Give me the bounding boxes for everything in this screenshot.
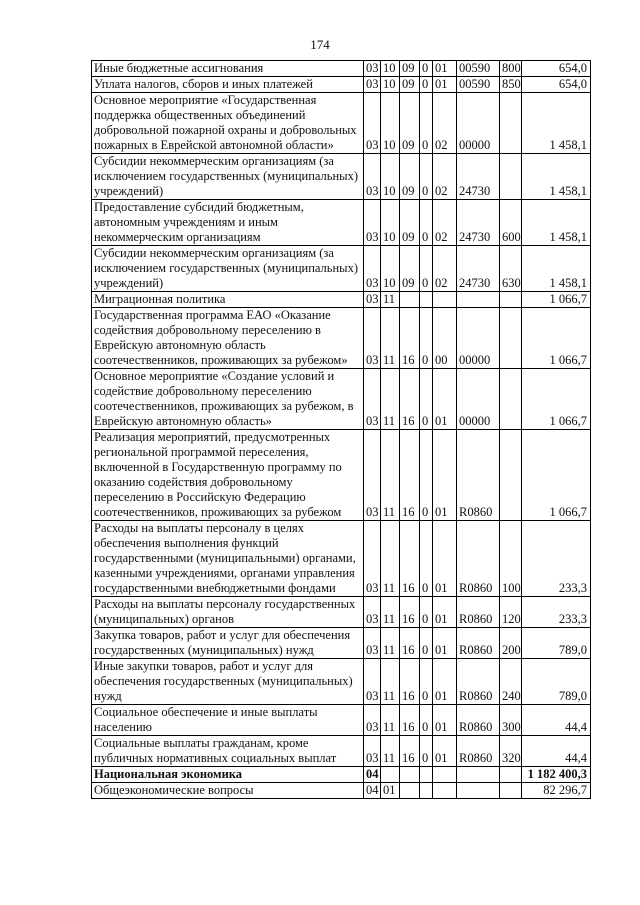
table-row xyxy=(92,597,591,628)
expense-type-code-cell xyxy=(500,292,522,308)
event-code-cell: 01 xyxy=(433,659,457,705)
table-row xyxy=(92,783,591,799)
subsection-code-cell: 11 xyxy=(381,659,400,705)
event-code-cell xyxy=(433,767,457,783)
event-code-cell: 01 xyxy=(433,628,457,659)
amount-cell: 1 066,7 xyxy=(522,430,591,521)
direction-code-cell: R0860 xyxy=(457,597,500,628)
program-code-cell: 16 xyxy=(400,736,420,767)
table-row xyxy=(92,705,591,736)
table-row xyxy=(92,77,591,93)
direction-code-cell: R0860 xyxy=(457,705,500,736)
program-code-cell xyxy=(400,292,420,308)
subprogram-code-cell xyxy=(420,292,433,308)
expense-type-code-cell: 100 xyxy=(500,521,522,597)
table-row xyxy=(92,521,591,597)
table-row xyxy=(92,200,591,246)
amount-cell: 1 066,7 xyxy=(522,292,591,308)
amount-cell: 1 066,7 xyxy=(522,369,591,430)
subprogram-code-cell: 0 xyxy=(420,77,433,93)
direction-code-cell: R0860 xyxy=(457,628,500,659)
table-row xyxy=(92,93,591,154)
expense-type-code-cell: 200 xyxy=(500,628,522,659)
table-row xyxy=(92,736,591,767)
amount-cell: 1 458,1 xyxy=(522,154,591,200)
subprogram-code-cell: 0 xyxy=(420,705,433,736)
section-code-cell: 03 xyxy=(364,597,381,628)
row-name-cell: Иные закупки товаров, работ и услуг для обеспечения государственных (муниципальных) нужд xyxy=(92,659,364,705)
event-code-cell: 00 xyxy=(433,308,457,369)
row-name-cell: Предоставление субсидий бюджетным, автономным учреждениям и иным некоммерческим организациям xyxy=(92,200,364,246)
subprogram-code-cell: 0 xyxy=(420,628,433,659)
subprogram-code-cell xyxy=(420,783,433,799)
subprogram-code-cell: 0 xyxy=(420,308,433,369)
table-row xyxy=(92,61,591,77)
budget-table xyxy=(91,60,591,799)
program-code-cell xyxy=(400,783,420,799)
expense-type-code-cell xyxy=(500,308,522,369)
subsection-code-cell: 11 xyxy=(381,628,400,659)
subprogram-code-cell: 0 xyxy=(420,154,433,200)
expense-type-code-cell xyxy=(500,783,522,799)
subprogram-code-cell: 0 xyxy=(420,200,433,246)
table-row xyxy=(92,308,591,369)
table-row xyxy=(92,369,591,430)
direction-code-cell: 00000 xyxy=(457,369,500,430)
amount-cell: 44,4 xyxy=(522,736,591,767)
program-code-cell: 09 xyxy=(400,154,420,200)
direction-code-cell: R0860 xyxy=(457,430,500,521)
event-code-cell: 01 xyxy=(433,430,457,521)
direction-code-cell: 00000 xyxy=(457,308,500,369)
program-code-cell: 09 xyxy=(400,61,420,77)
section-code-cell: 03 xyxy=(364,200,381,246)
section-code-cell: 04 xyxy=(364,767,381,783)
direction-code-cell xyxy=(457,292,500,308)
row-name-cell: Общеэкономические вопросы xyxy=(92,783,364,799)
subsection-code-cell: 01 xyxy=(381,783,400,799)
amount-cell: 789,0 xyxy=(522,628,591,659)
direction-code-cell: 24730 xyxy=(457,246,500,292)
row-name-cell: Социальные выплаты гражданам, кроме публичных нормативных социальных выплат xyxy=(92,736,364,767)
direction-code-cell: R0860 xyxy=(457,521,500,597)
subprogram-code-cell: 0 xyxy=(420,246,433,292)
program-code-cell: 16 xyxy=(400,597,420,628)
subsection-code-cell: 11 xyxy=(381,369,400,430)
amount-cell: 1 458,1 xyxy=(522,93,591,154)
amount-cell: 789,0 xyxy=(522,659,591,705)
row-name-cell: Миграционная политика xyxy=(92,292,364,308)
event-code-cell: 01 xyxy=(433,521,457,597)
subsection-code-cell: 11 xyxy=(381,430,400,521)
event-code-cell: 01 xyxy=(433,597,457,628)
section-code-cell: 03 xyxy=(364,93,381,154)
event-code-cell: 01 xyxy=(433,369,457,430)
row-name-cell: Государственная программа ЕАО «Оказание содействия добровольному переселению в Еврейскую автономную область соотечественников, проживающих за рубежом» xyxy=(92,308,364,369)
row-name-cell: Социальное обеспечение и иные выплаты населению xyxy=(92,705,364,736)
table-row xyxy=(92,246,591,292)
expense-type-code-cell xyxy=(500,369,522,430)
expense-type-code-cell xyxy=(500,154,522,200)
subprogram-code-cell: 0 xyxy=(420,93,433,154)
section-code-cell: 03 xyxy=(364,369,381,430)
direction-code-cell: 00590 xyxy=(457,77,500,93)
section-code-cell: 03 xyxy=(364,430,381,521)
section-code-cell: 03 xyxy=(364,736,381,767)
program-code-cell: 16 xyxy=(400,628,420,659)
event-code-cell: 02 xyxy=(433,200,457,246)
row-name-cell: Национальная экономика xyxy=(92,767,364,783)
event-code-cell: 01 xyxy=(433,736,457,767)
subsection-code-cell xyxy=(381,767,400,783)
page-number: 174 xyxy=(310,37,330,52)
table-row xyxy=(92,292,591,308)
subsection-code-cell: 11 xyxy=(381,736,400,767)
amount-cell: 654,0 xyxy=(522,77,591,93)
program-code-cell: 16 xyxy=(400,659,420,705)
row-name-cell: Реализация мероприятий, предусмотренных региональной программой переселения, включенной в Государственную программу по оказанию содействия добровольному переселению в Российскую Федерацию соотечественников, проживающих за рубежом xyxy=(92,430,364,521)
subsection-code-cell: 11 xyxy=(381,292,400,308)
direction-code-cell xyxy=(457,783,500,799)
subprogram-code-cell: 0 xyxy=(420,430,433,521)
subprogram-code-cell: 0 xyxy=(420,659,433,705)
program-code-cell: 09 xyxy=(400,246,420,292)
expense-type-code-cell: 630 xyxy=(500,246,522,292)
expense-type-code-cell: 600 xyxy=(500,200,522,246)
subprogram-code-cell: 0 xyxy=(420,597,433,628)
direction-code-cell: R0860 xyxy=(457,736,500,767)
amount-cell: 1 066,7 xyxy=(522,308,591,369)
direction-code-cell: 24730 xyxy=(457,200,500,246)
section-code-cell: 03 xyxy=(364,521,381,597)
expense-type-code-cell xyxy=(500,767,522,783)
event-code-cell xyxy=(433,783,457,799)
amount-cell: 82 296,7 xyxy=(522,783,591,799)
amount-cell: 1 182 400,3 xyxy=(522,767,591,783)
subsection-code-cell: 10 xyxy=(381,246,400,292)
direction-code-cell: 00000 xyxy=(457,93,500,154)
table-row xyxy=(92,767,591,783)
subsection-code-cell: 11 xyxy=(381,308,400,369)
row-name-cell: Иные бюджетные ассигнования xyxy=(92,61,364,77)
amount-cell: 233,3 xyxy=(522,597,591,628)
row-name-cell: Расходы на выплаты персоналу в целях обеспечения выполнения функций государственными (муниципальными) органами, казенными учреждениями, органами управления государственными внебюджетными фондами xyxy=(92,521,364,597)
row-name-cell: Основное мероприятие «Создание условий и содействие добровольному переселению соотечественников, проживающих за рубежом, в Еврейскую автономную область» xyxy=(92,369,364,430)
amount-cell: 1 458,1 xyxy=(522,246,591,292)
subsection-code-cell: 11 xyxy=(381,597,400,628)
direction-code-cell: 00590 xyxy=(457,61,500,77)
row-name-cell: Основное мероприятие «Государственная поддержка общественных объединений добровольной пожарной охраны и добровольных пожарных в Еврейской автономной области» xyxy=(92,93,364,154)
expense-type-code-cell: 320 xyxy=(500,736,522,767)
section-code-cell: 03 xyxy=(364,659,381,705)
section-code-cell: 03 xyxy=(364,154,381,200)
program-code-cell xyxy=(400,767,420,783)
subsection-code-cell: 11 xyxy=(381,705,400,736)
event-code-cell: 02 xyxy=(433,246,457,292)
event-code-cell: 01 xyxy=(433,705,457,736)
direction-code-cell: 24730 xyxy=(457,154,500,200)
program-code-cell: 16 xyxy=(400,705,420,736)
event-code-cell: 01 xyxy=(433,61,457,77)
row-name-cell: Расходы на выплаты персоналу государственных (муниципальных) органов xyxy=(92,597,364,628)
subsection-code-cell: 10 xyxy=(381,61,400,77)
expense-type-code-cell: 120 xyxy=(500,597,522,628)
amount-cell: 654,0 xyxy=(522,61,591,77)
event-code-cell: 02 xyxy=(433,93,457,154)
expense-type-code-cell: 800 xyxy=(500,61,522,77)
expense-type-code-cell xyxy=(500,93,522,154)
subprogram-code-cell: 0 xyxy=(420,61,433,77)
expense-type-code-cell: 240 xyxy=(500,659,522,705)
expense-type-code-cell: 850 xyxy=(500,77,522,93)
subsection-code-cell: 10 xyxy=(381,93,400,154)
program-code-cell: 16 xyxy=(400,308,420,369)
subprogram-code-cell: 0 xyxy=(420,521,433,597)
section-code-cell: 03 xyxy=(364,628,381,659)
expense-type-code-cell xyxy=(500,430,522,521)
program-code-cell: 09 xyxy=(400,200,420,246)
section-code-cell: 04 xyxy=(364,783,381,799)
subsection-code-cell: 11 xyxy=(381,521,400,597)
row-name-cell: Субсидии некоммерческим организациям (за исключением государственных (муниципальных) учреждений) xyxy=(92,246,364,292)
expense-type-code-cell: 300 xyxy=(500,705,522,736)
amount-cell: 233,3 xyxy=(522,521,591,597)
program-code-cell: 09 xyxy=(400,93,420,154)
section-code-cell: 03 xyxy=(364,246,381,292)
section-code-cell: 03 xyxy=(364,77,381,93)
section-code-cell: 03 xyxy=(364,61,381,77)
event-code-cell: 02 xyxy=(433,154,457,200)
amount-cell: 44,4 xyxy=(522,705,591,736)
program-code-cell: 16 xyxy=(400,521,420,597)
amount-cell: 1 458,1 xyxy=(522,200,591,246)
direction-code-cell: R0860 xyxy=(457,659,500,705)
subsection-code-cell: 10 xyxy=(381,200,400,246)
program-code-cell: 16 xyxy=(400,430,420,521)
section-code-cell: 03 xyxy=(364,308,381,369)
row-name-cell: Закупка товаров, работ и услуг для обеспечения государственных (муниципальных) нужд xyxy=(92,628,364,659)
table-row xyxy=(92,430,591,521)
table-row xyxy=(92,154,591,200)
table-row xyxy=(92,659,591,705)
section-code-cell: 03 xyxy=(364,292,381,308)
section-code-cell: 03 xyxy=(364,705,381,736)
subprogram-code-cell: 0 xyxy=(420,736,433,767)
direction-code-cell xyxy=(457,767,500,783)
event-code-cell: 01 xyxy=(433,77,457,93)
program-code-cell: 09 xyxy=(400,77,420,93)
program-code-cell: 16 xyxy=(400,369,420,430)
row-name-cell: Субсидии некоммерческим организациям (за исключением государственных (муниципальных) учреждений) xyxy=(92,154,364,200)
subprogram-code-cell: 0 xyxy=(420,369,433,430)
subprogram-code-cell xyxy=(420,767,433,783)
subsection-code-cell: 10 xyxy=(381,77,400,93)
event-code-cell xyxy=(433,292,457,308)
row-name-cell: Уплата налогов, сборов и иных платежей xyxy=(92,77,364,93)
subsection-code-cell: 10 xyxy=(381,154,400,200)
table-row xyxy=(92,628,591,659)
